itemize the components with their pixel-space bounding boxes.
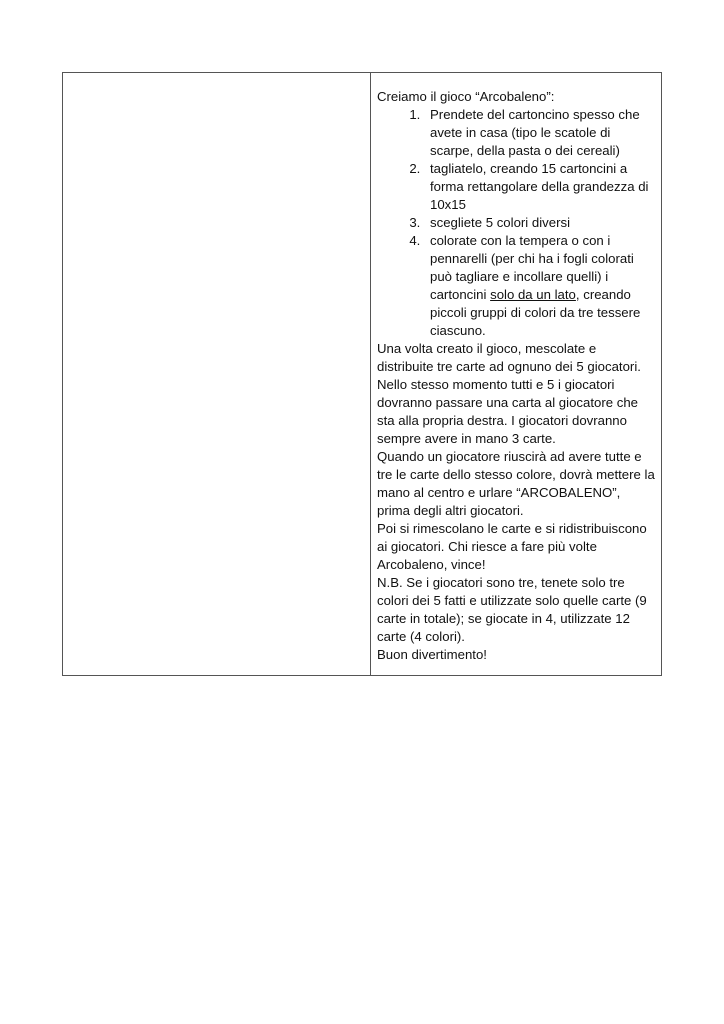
underlined-text: solo da un lato — [490, 287, 576, 302]
step-item: 2. tagliatelo, creando 15 cartoncini a forma rettangolare della grandezza di 10x15 — [424, 160, 655, 214]
empty-left-cell — [63, 73, 371, 675]
step-text: colorate con la tempera o con i pennarelli (per chi ha i fogli colorati può tagliare e incollare quelli) i cartoncini — [430, 233, 634, 302]
instructions-cell — [371, 73, 661, 675]
paragraph: N.B. Se i giocatori sono tre, tenete solo tre colori dei 5 fatti e utilizzate solo quelle carte (9 carte in totale); se giocate in 4, utilizzate 12 carte (4 colori). — [377, 575, 647, 644]
instructions-table — [62, 72, 662, 676]
paragraph: Una volta creato il gioco, mescolate e distribuite tre carte ad ognuno dei 5 giocatori. Nello stesso momento tutti e 5 i giocatori dovranno passare una carta al giocatore che sta alla propria destra. I giocatori dovranno sempre avere in mano 3 carte. — [377, 341, 641, 446]
step-item: 1. Prendete del cartoncino spesso che avete in casa (tipo le scatole di scarpe, della pasta o dei cereali) — [424, 106, 655, 160]
intro-line: Creiamo il gioco “Arcobaleno”: — [377, 89, 555, 104]
steps-list — [377, 106, 655, 340]
step-text: , creando piccoli gruppi di colori da tre tessere ciascuno. — [430, 287, 641, 338]
closing-line: Buon divertimento! — [377, 647, 487, 662]
paragraph: Poi si rimescolano le carte e si ridistribuiscono ai giocatori. Chi riesce a fare più volte Arcobaleno, vince! — [377, 521, 647, 572]
step-item — [424, 232, 655, 340]
step-item: 3. scegliete 5 colori diversi — [424, 214, 655, 232]
paragraph: Quando un giocatore riuscirà ad avere tutte e tre le carte dello stesso colore, dovrà mettere la mano al centro e urlare “ARCOBALENO”, prima degli altri giocatori. — [377, 449, 655, 518]
